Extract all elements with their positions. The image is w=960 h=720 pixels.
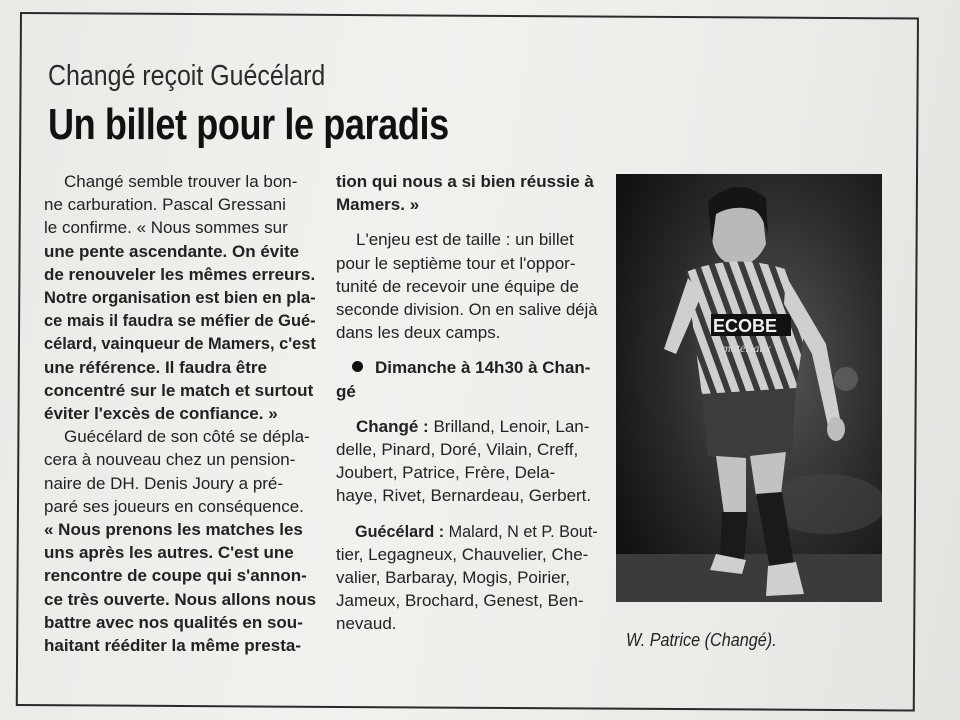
article-headline: Un billet pour le paradis xyxy=(48,100,449,149)
match-info-text: Dimanche à 14h30 à Chan- xyxy=(375,358,591,378)
text-line: paré ses joueurs en conséquence. xyxy=(44,496,304,516)
player-photo xyxy=(616,174,882,602)
text-line: Changé semble trouver la bon- xyxy=(64,172,298,191)
text-line: uns après les autres. C'est une xyxy=(44,543,294,563)
text-line: tier, Legagneux, Chauvelier, Che- xyxy=(336,544,589,564)
text-line: haye, Rivet, Bernardeau, Gerbert. xyxy=(336,486,592,506)
text-line: tunité de recevoir une équipe de xyxy=(336,276,579,296)
text-line: L'enjeu est de taille : un billet xyxy=(356,230,574,250)
bullet-icon xyxy=(352,361,363,372)
text-line: concentré sur le match et surtout xyxy=(44,380,314,400)
match-info-line: gé xyxy=(336,381,356,401)
text-line: pour le septième tour et l'oppor- xyxy=(336,253,576,273)
text-line: Guécélard de son côté se dépla- xyxy=(64,427,310,447)
team-players: Malard, N et P. Bout- xyxy=(444,521,598,541)
jersey-sponsor: ECOBE xyxy=(713,316,778,336)
text-line: naire de DH. Denis Joury a pré- xyxy=(44,473,284,493)
text-line: seconde division. On en salive déjà xyxy=(336,300,598,320)
text-line: une référence. Il faudra être xyxy=(44,357,267,377)
text-line: ce mais il faudra se méfier de Gué- xyxy=(44,311,316,331)
text-line: valier, Barbaray, Mogis, Poirier, xyxy=(336,568,570,588)
text-line: éviter l'excès de confiance. » xyxy=(44,404,278,424)
text-line: ce très ouverte. Nous allons nous xyxy=(44,589,317,609)
text-line: tion qui nous a si bien réussie à xyxy=(336,172,594,191)
text-line: de renouveler les mêmes erreurs. xyxy=(44,264,316,284)
photo-caption: W. Patrice (Changé). xyxy=(626,630,777,650)
text-line: Notre organisation est bien en pla- xyxy=(44,288,316,308)
text-line: une pente ascendante. On évite xyxy=(44,241,300,261)
article-kicker: Changé reçoit Guécélard xyxy=(48,60,326,92)
text-line: Mamers. » xyxy=(336,195,420,215)
match-info-line xyxy=(336,356,598,379)
text-line: delle, Pinard, Doré, Vilain, Creff, xyxy=(336,440,579,460)
text-line: dans les deux camps. xyxy=(336,323,501,343)
text-line: ne carburation. Pascal Gressani xyxy=(44,195,286,215)
lineup-guecelard xyxy=(336,520,598,543)
text-line: nevaud. xyxy=(336,614,397,634)
text-line: célard, vainqueur de Mamers, c'est xyxy=(44,334,316,354)
text-line: rencontre de coupe qui s'annon- xyxy=(44,566,307,586)
text-line: battre avec nos qualités en sou- xyxy=(44,612,303,632)
article-column-1 xyxy=(44,170,316,657)
team-label: Guécélard : xyxy=(355,521,445,541)
text-line: le confirme. « Nous sommes sur xyxy=(44,218,288,238)
text-line: haitant rééditer la même presta- xyxy=(44,636,301,656)
text-line: Jameux, Brochard, Genest, Ben- xyxy=(336,591,584,611)
text-line: cera à nouveau chez un pension- xyxy=(44,450,296,470)
football-player-image xyxy=(616,174,882,602)
team-label: Changé : xyxy=(356,416,429,436)
lineup-changé xyxy=(336,415,598,438)
jersey-sponsor-sub: matériaux xyxy=(722,341,771,355)
text-line: « Nous prenons les matches les xyxy=(44,520,303,540)
team-players: Brilland, Lenoir, Lan- xyxy=(428,416,590,436)
article-column-2 xyxy=(336,170,598,636)
text-line: Joubert, Patrice, Frère, Dela- xyxy=(336,463,556,483)
